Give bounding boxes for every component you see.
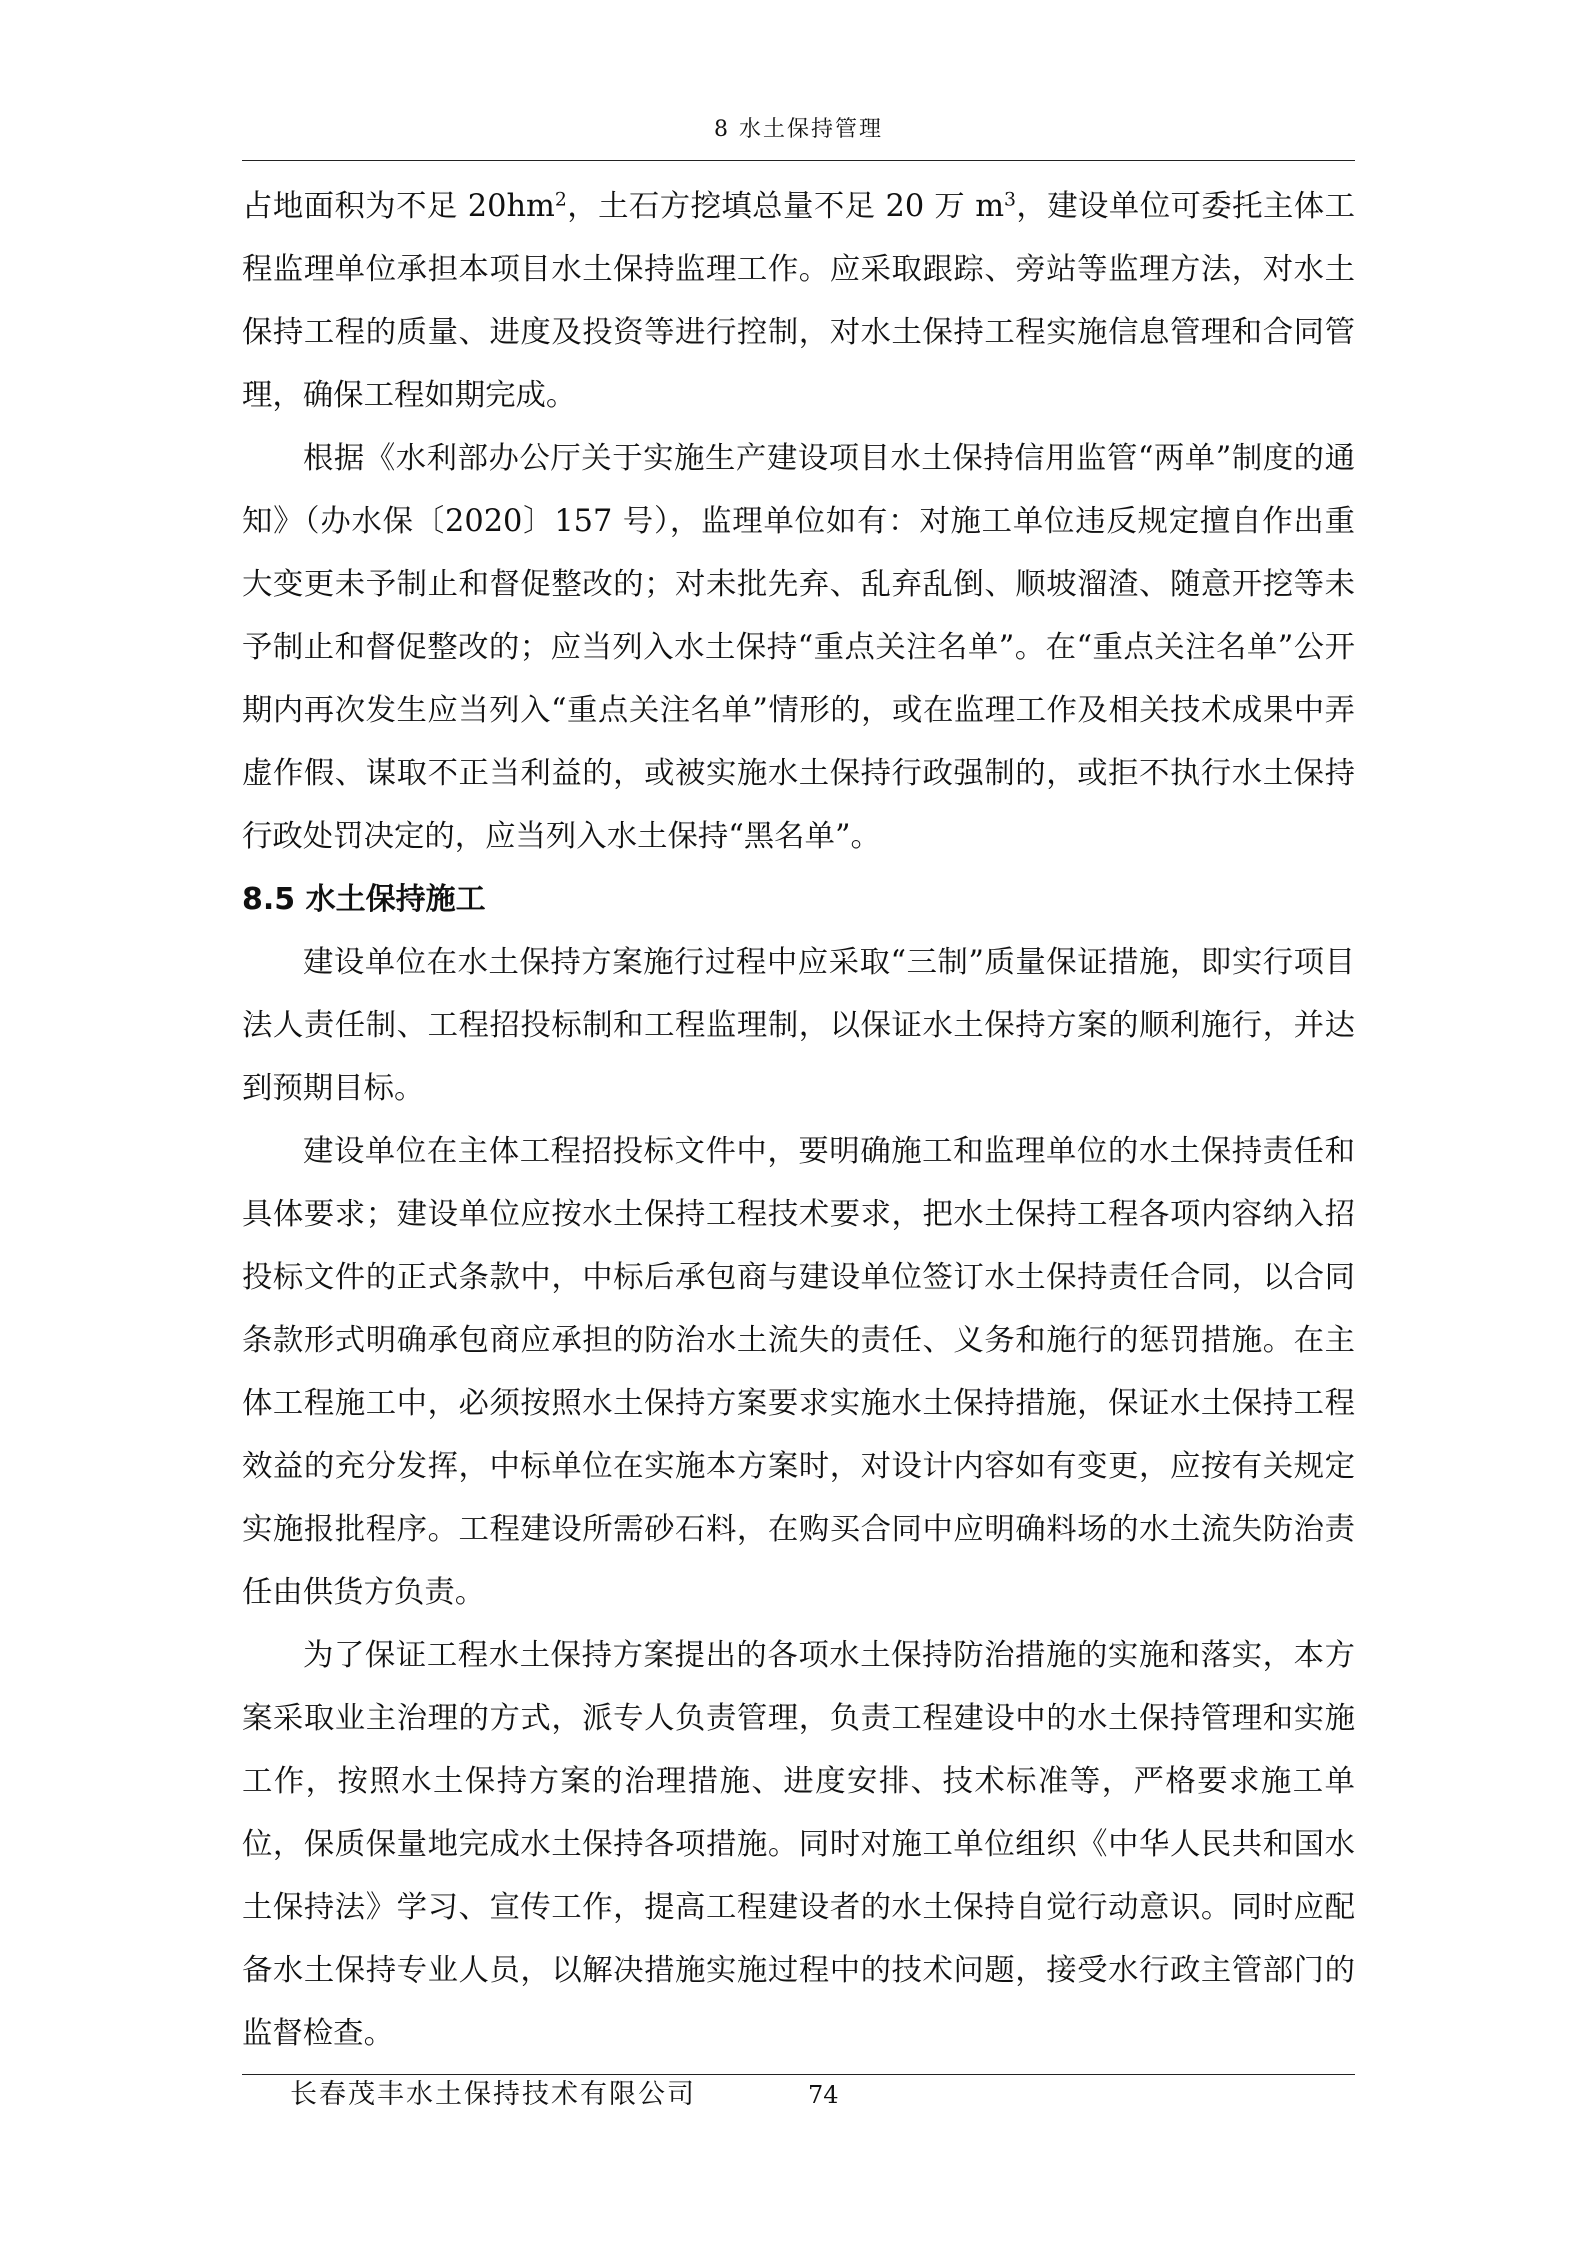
- paragraph-continued: [242, 175, 1355, 427]
- section-heading: 8.5 水土保持施工: [242, 882, 486, 917]
- text-segment: ，建设单位可委托主体工程监理单位承担本项目水土保持监理工作。应采取跟踪、旁站等监理方法，对水土保持工程的质量、进度及投资等进行控制，对水土保持工程实施信息管理和合同管理，确保工程如期完成。: [242, 189, 1355, 413]
- superscript: 2: [554, 189, 567, 211]
- superscript: 3: [1004, 189, 1016, 211]
- text-segment: ，土石方挖填总量不足 20 万 m: [566, 189, 1005, 224]
- page-number: 74: [808, 2081, 839, 2109]
- footer-rule: [242, 2074, 1355, 2075]
- header-rule: [242, 160, 1355, 161]
- paragraph-bidding: 建设单位在主体工程招投标文件中，要明确施工和监理单位的水土保持责任和具体要求；建设单位应按水土保持工程技术要求，把水土保持工程各项内容纳入招投标文件的正式条款中，中标后承包商与建设单位签订水土保持责任合同，以合同条款形式明确承包商应承担的防治水土流失的责任、义务和施行的惩罚措施。在主体工程施工中，必须按照水土保持方案要求实施水土保持措施，保证水土保持工程效益的充分发挥，中标单位在实施本方案时，对设计内容如有变更，应按有关规定实施报批程序。工程建设所需砂石料，在购买合同中应明确料场的水土流失防治责任由供货方负责。: [242, 1134, 1355, 1610]
- text-segment: 占地面积为不足 20hm: [242, 189, 555, 224]
- page-header: 8 水土保持管理: [714, 117, 883, 142]
- footer-company: 长春茂丰水土保持技术有限公司: [290, 2079, 696, 2110]
- page-content: [242, 175, 1355, 2065]
- paragraph-owner-management: 为了保证工程水土保持方案提出的各项水土保持防治措施的实施和落实，本方案采取业主治理的方式，派专人负责管理，负责工程建设中的水土保持管理和实施工作，按照水土保持方案的治理措施、进度安排、技术标准等，严格要求施工单位，保质保量地完成水土保持各项措施。同时对施工单位组织《中华人民共和国水土保持法》学习、宣传工作，提高工程建设者的水土保持自觉行动意识。同时应配备水土保持专业人员，以解决措施实施过程中的技术问题，接受水行政主管部门的监督检查。: [242, 1638, 1355, 2051]
- paragraph-credit-supervision: 根据《水利部办公厅关于实施生产建设项目水土保持信用监管“两单”制度的通知》（办水保〔2020〕157 号），监理单位如有：对施工单位违反规定擅自作出重大变更未予制止和督促整改的；对未批先弃、乱弃乱倒、顺坡溜渣、随意开挖等未予制止和督促整改的；应当列入水土保持“重点关注名单”。在“重点关注名单”公开期内再次发生应当列入“重点关注名单”情形的，或在监理工作及相关技术成果中弄虚作假、谋取不正当利益的，或被实施水土保持行政强制的，或拒不执行水土保持行政处罚决定的，应当列入水土保持“黑名单”。: [242, 441, 1355, 854]
- paragraph-three-systems: 建设单位在水土保持方案施行过程中应采取“三制”质量保证措施，即实行项目法人责任制、工程招投标制和工程监理制，以保证水土保持方案的顺利施行，并达到预期目标。: [242, 945, 1355, 1106]
